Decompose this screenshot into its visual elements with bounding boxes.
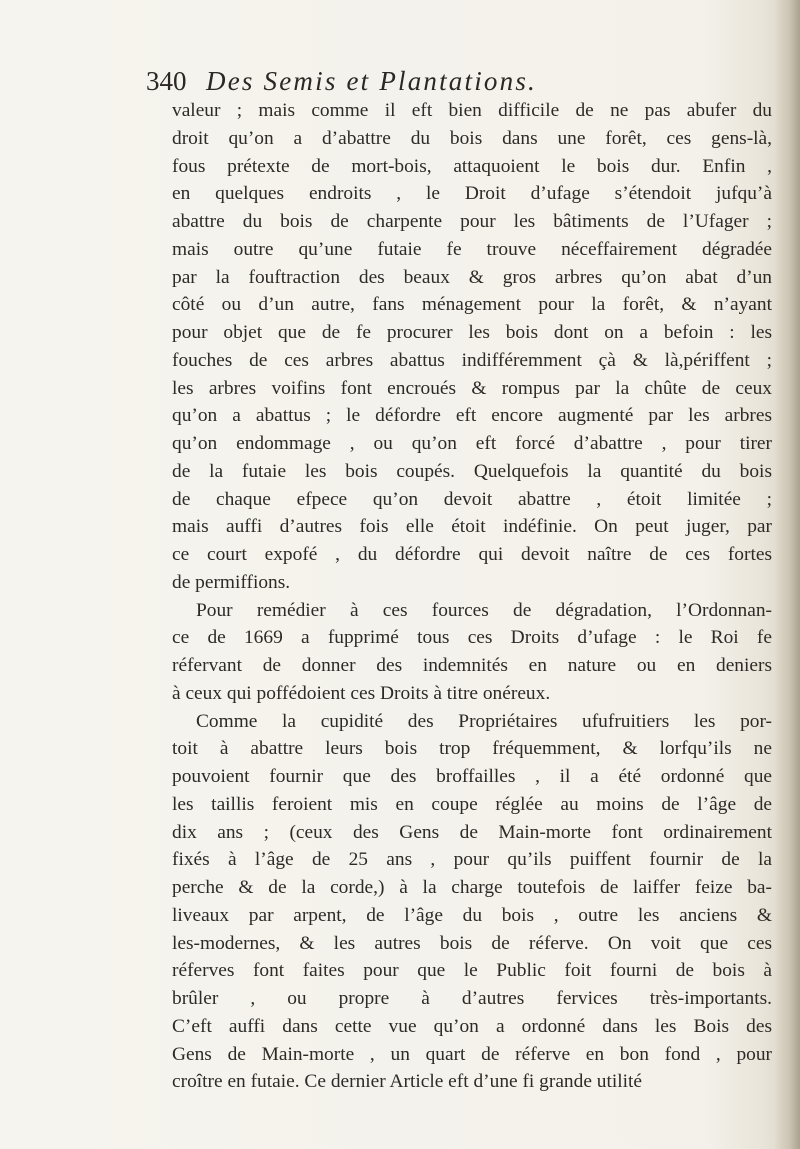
text-line: fixés à l’âge de 25 ans , pour qu’ils puiffent fournir de la <box>172 849 772 871</box>
text-line: ce court expofé , du défordre qui devoit naître de ces fortes <box>172 544 772 565</box>
text-line: Comme la cupidité des Propriétaires ufufruitiers les por- <box>196 710 772 732</box>
running-title: Des Semis et Plantations. <box>206 66 537 96</box>
text-line: qu’on a abattus ; le défordre eft encore augmenté par les arbres <box>172 405 772 427</box>
text-line: mais outre qu’une futaie fe trouve néceffairement dégradée <box>172 238 772 260</box>
text-line: de chaque efpece qu’on devoit abattre , étoit limitée ; <box>172 488 772 510</box>
text-line: perche & de la corde,) à la charge toutefois de laiffer feize ba- <box>172 877 772 898</box>
text-line: qu’on endommage , ou qu’on eft forcé d’abattre , pour tirer <box>172 433 772 454</box>
page-edge-shadow <box>774 0 800 1149</box>
text-line: mais auffi d’autres fois elle étoit indéfinie. On peut juger, par <box>172 516 772 538</box>
text-line: valeur ; mais comme il eft bien difficile de ne pas abufer du <box>172 100 772 121</box>
text-line: pouvoient fournir que des broffailles , il a été ordonné que <box>172 766 772 787</box>
text-line: réferves font faites pour que le Public foit fourni de bois à <box>172 960 772 982</box>
text-line: les taillis feroient mis en coupe réglée au moins de l’âge de <box>172 793 772 815</box>
text-line: liveaux par arpent, de l’âge du bois , outre les anciens & <box>172 904 772 926</box>
text-line: pour objet que de fe procurer les bois dont on a befoin : les <box>172 322 772 343</box>
text-line: ce de 1669 a fupprimé tous ces Droits d’ufage : le Roi fe <box>172 627 772 649</box>
page-number: 340 <box>146 66 187 96</box>
text-line: à ceux qui poffédoient ces Droits à titre onéreux. <box>172 682 551 704</box>
text-line: fous prétexte de mort-bois, attaquoient le bois dur. Enfin , <box>172 155 772 177</box>
text-line: croître en futaie. Ce dernier Article eft d’une fi grande utilité <box>172 1071 643 1093</box>
text-line: toit à abattre leurs bois trop fréquemment, & lorfqu’ils ne <box>172 738 772 760</box>
text-line: Gens de Main-morte , un quart de réferve en bon fond , pour <box>172 1043 772 1065</box>
text-line: les arbres voifins font encroués & rompus par la chûte de ceux <box>172 377 772 399</box>
text-line: fouches de ces arbres abattus indifféremment çà & là,périffent ; <box>172 349 772 371</box>
text-line: brûler , ou propre à d’autres fervices très-importants. <box>172 988 772 1009</box>
body-text <box>172 97 772 1096</box>
text-line: dix ans ; (ceux des Gens de Main-morte font ordinairement <box>172 821 772 843</box>
text-line: de la futaie les bois coupés. Quelquefois la quantité du bois <box>172 460 772 482</box>
text-line: de permiffions. <box>172 571 291 593</box>
text-line: Pour remédier à ces fources de dégradation, l’Ordonnan- <box>196 599 772 621</box>
page-header <box>146 64 756 98</box>
text-line: les-modernes, & les autres bois de réferve. On voit que ces <box>172 932 772 954</box>
text-line: réfervant de donner des indemnités en nature ou en deniers <box>172 655 772 676</box>
text-line: en quelques endroits , le Droit d’ufage s’étendoit jufqu’à <box>172 183 772 205</box>
text-line: C’eft auffi dans cette vue qu’on a ordonné dans les Bois des <box>172 1015 772 1037</box>
text-line: par la fouftraction des beaux & gros arbres qu’on abat d’un <box>172 266 772 288</box>
text-line: abattre du bois de charpente pour les bâtiments de l’Ufager ; <box>172 211 772 232</box>
text-line: droit qu’on a d’abattre du bois dans une forêt, ces gens-là, <box>172 127 772 149</box>
text-line: côté ou d’un autre, fans ménagement pour la forêt, & n’ayant <box>172 294 772 316</box>
